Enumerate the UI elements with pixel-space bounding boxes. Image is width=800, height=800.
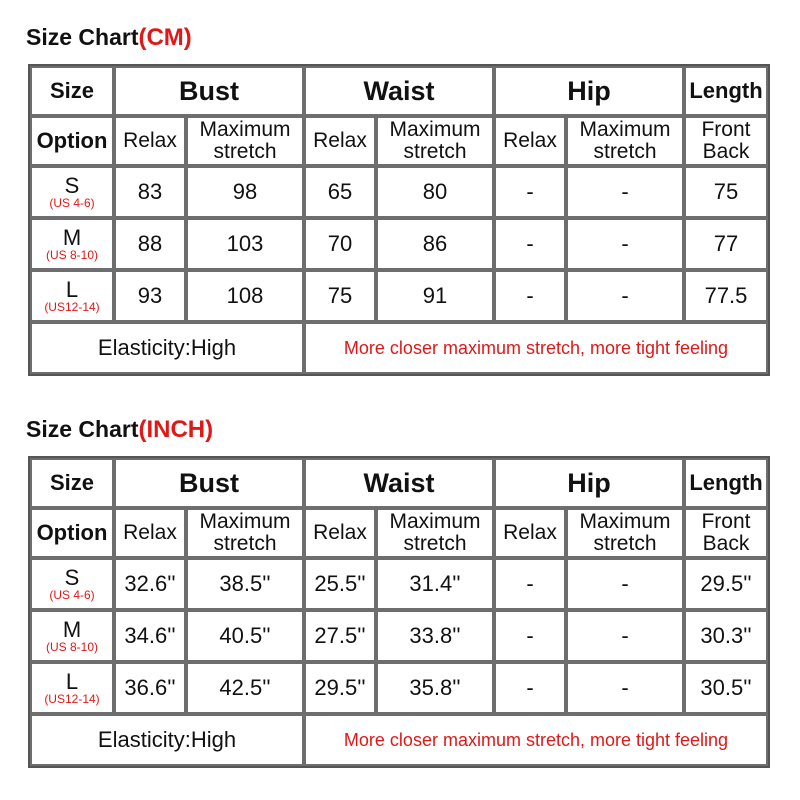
us-size: (US 8-10) <box>45 247 98 262</box>
table-row <box>30 270 768 322</box>
value-cell: - <box>566 218 684 270</box>
group-header-waist: Waist <box>304 66 494 116</box>
stretch-note: More closer maximum stretch, more tight feeling <box>304 322 768 374</box>
value-cell: 88 <box>114 218 186 270</box>
size-table <box>28 456 770 768</box>
value-cell: 103 <box>186 218 304 270</box>
footer-row <box>30 714 768 766</box>
header-row-sub <box>30 508 768 558</box>
size-name: S <box>64 564 80 590</box>
value-cell: 27.5'' <box>304 610 376 662</box>
size-cell <box>30 558 114 610</box>
subheader-relax: Relax <box>114 508 186 558</box>
value-cell: 38.5'' <box>186 558 304 610</box>
us-size: (US12-14) <box>44 299 100 314</box>
value-cell: 40.5'' <box>186 610 304 662</box>
subheader-relax: Relax <box>304 116 376 166</box>
value-cell: - <box>494 558 566 610</box>
value-cell: 77.5 <box>684 270 768 322</box>
table-row <box>30 662 768 714</box>
value-cell: - <box>566 270 684 322</box>
header-row-groups <box>30 458 768 508</box>
value-cell: 75 <box>684 166 768 218</box>
value-cell: 86 <box>376 218 494 270</box>
us-size: (US 8-10) <box>45 639 98 654</box>
value-cell: 93 <box>114 270 186 322</box>
value-cell: - <box>494 270 566 322</box>
chart-title: Size Chart <box>26 416 139 442</box>
value-cell: 30.3'' <box>684 610 768 662</box>
size-name: M <box>62 224 82 250</box>
table-row <box>30 166 768 218</box>
subheader-maximum-stretch: Maximum stretch <box>566 116 684 166</box>
chart-heading <box>26 416 213 444</box>
value-cell: 75 <box>304 270 376 322</box>
chart-title: Size Chart <box>26 24 139 50</box>
value-cell: 70 <box>304 218 376 270</box>
value-cell: 34.6'' <box>114 610 186 662</box>
subheader-maximum-stretch: Maximum stretch <box>186 116 304 166</box>
size-name: S <box>64 172 80 198</box>
group-header-waist: Waist <box>304 458 494 508</box>
value-cell: - <box>566 610 684 662</box>
subheader-relax: Relax <box>304 508 376 558</box>
value-cell: 80 <box>376 166 494 218</box>
value-cell: 35.8'' <box>376 662 494 714</box>
value-cell: 30.5'' <box>684 662 768 714</box>
size-name: M <box>62 616 82 642</box>
subheader-maximum-stretch: Maximum stretch <box>376 116 494 166</box>
value-cell: 77 <box>684 218 768 270</box>
value-cell: 31.4'' <box>376 558 494 610</box>
header-row-sub <box>30 116 768 166</box>
value-cell: 42.5'' <box>186 662 304 714</box>
size-table <box>28 64 770 376</box>
header-row-groups <box>30 66 768 116</box>
value-cell: 98 <box>186 166 304 218</box>
table-row <box>30 610 768 662</box>
value-cell: - <box>566 558 684 610</box>
size-name: L <box>65 668 79 694</box>
value-cell: 83 <box>114 166 186 218</box>
group-header-length: Length <box>684 66 768 116</box>
group-header-hip: Hip <box>494 458 684 508</box>
size-cell <box>30 166 114 218</box>
table-row <box>30 218 768 270</box>
size-cell <box>30 270 114 322</box>
group-header-bust: Bust <box>114 66 304 116</box>
option-header: Option <box>30 116 114 166</box>
subheader-relax: Relax <box>494 508 566 558</box>
stretch-note: More closer maximum stretch, more tight feeling <box>304 714 768 766</box>
value-cell: - <box>566 166 684 218</box>
value-cell: - <box>494 662 566 714</box>
value-cell: 108 <box>186 270 304 322</box>
elasticity-label: Elasticity:High <box>30 322 304 374</box>
subheader-relax: Relax <box>494 116 566 166</box>
subheader-maximum-stretch: Maximum stretch <box>186 508 304 558</box>
elasticity-label: Elasticity:High <box>30 714 304 766</box>
size-cell <box>30 662 114 714</box>
subheader-relax: Relax <box>114 116 186 166</box>
footer-row <box>30 322 768 374</box>
value-cell: 32.6'' <box>114 558 186 610</box>
subheader-maximum-stretch: Maximum stretch <box>566 508 684 558</box>
us-size: (US 4-6) <box>49 195 95 210</box>
chart-unit: (INCH) <box>138 416 214 443</box>
value-cell: 25.5'' <box>304 558 376 610</box>
value-cell: - <box>494 218 566 270</box>
value-cell: 65 <box>304 166 376 218</box>
group-header-hip: Hip <box>494 66 684 116</box>
us-size: (US 4-6) <box>49 587 95 602</box>
option-header: Option <box>30 508 114 558</box>
size-cell <box>30 610 114 662</box>
size-header: Size <box>30 458 114 508</box>
group-header-length: Length <box>684 458 768 508</box>
us-size: (US12-14) <box>44 691 100 706</box>
subheader-front-back: Front Back <box>684 116 768 166</box>
size-cell <box>30 218 114 270</box>
size-name: L <box>65 276 79 302</box>
size-header: Size <box>30 66 114 116</box>
value-cell: 29.5'' <box>684 558 768 610</box>
chart-heading <box>26 24 192 52</box>
subheader-maximum-stretch: Maximum stretch <box>376 508 494 558</box>
value-cell: - <box>566 662 684 714</box>
value-cell: 36.6'' <box>114 662 186 714</box>
value-cell: 33.8'' <box>376 610 494 662</box>
value-cell: 91 <box>376 270 494 322</box>
value-cell: - <box>494 166 566 218</box>
chart-unit: (CM) <box>138 24 192 51</box>
subheader-front-back: Front Back <box>684 508 768 558</box>
value-cell: - <box>494 610 566 662</box>
table-row <box>30 558 768 610</box>
value-cell: 29.5'' <box>304 662 376 714</box>
group-header-bust: Bust <box>114 458 304 508</box>
